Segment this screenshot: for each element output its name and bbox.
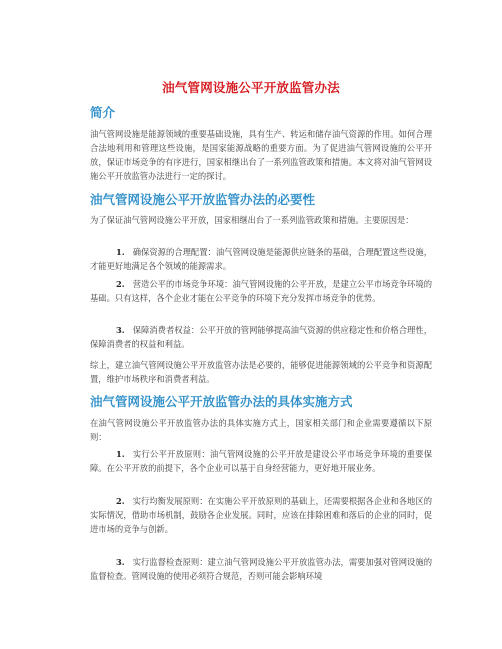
list-item-number: 1. bbox=[116, 449, 125, 459]
list-item-text: 实行公平开放原则：油气管网设施的公平开放是建设公平市场竞争环境的重要保障。在公平开放的前提下，各个企业可以基于自身经营能力，更好地开展业务。 bbox=[90, 449, 432, 473]
implementation-list-item bbox=[90, 447, 432, 475]
list-item-text: 营造公平的市场竞争环境：油气管网设施的公平开放，是建立公平市场竞争环境的基础。只有这样，各个企业才能在公平竞争的环境下充分发挥市场竞争的优势。 bbox=[90, 279, 432, 303]
necessity-list-item bbox=[90, 323, 432, 351]
intro-paragraph: 油气管网设施是能源领域的重要基础设施，具有生产、转运和储存油气资源的作用。如何合理合法地利用和管理这些设施，是国家能源战略的重要方面。为了促进油气管网设施的公平开放，保证市场竞争的有序进行，国家相继出台了一系列监管政策和措施。本文将对油气管网设施公平开放监管办法进行一定的探讨。 bbox=[90, 129, 432, 181]
list-item-number: 1. bbox=[116, 247, 125, 257]
necessity-conclusion-paragraph: 综上，建立油气管网设施公平开放监管办法是必要的，能够促进能源领域的公平竞争和资源配置，维护市场秩序和消费者利益。 bbox=[90, 360, 432, 384]
section-heading-intro: 简介 bbox=[90, 105, 116, 120]
implementation-intro-paragraph: 在油气管网设施公平开放监管办法的具体实施方式上，国家相关部门和企业需要遵循以下原则： bbox=[90, 418, 432, 442]
implementation-list-item bbox=[90, 555, 432, 583]
necessity-list-item bbox=[90, 245, 432, 273]
document-title: 油气管网设施公平开放监管办法 bbox=[162, 80, 340, 95]
list-item-number: 2. bbox=[116, 496, 125, 506]
list-item-number: 3. bbox=[116, 325, 125, 335]
list-item-number: 2. bbox=[116, 279, 125, 289]
necessity-intro-paragraph: 为了保证油气管网设施公平开放，国家相继出台了一系列监管政策和措施。主要原因是： bbox=[90, 215, 414, 225]
necessity-list-item bbox=[90, 277, 432, 305]
implementation-list-item bbox=[90, 494, 432, 536]
list-item-text: 实行监督检查原则：建立油气管网设施公平开放监管办法，需要加强对管网设施的监督检查。管网设施的使用必须符合规范，否则可能会影响环境 bbox=[90, 557, 432, 581]
section-heading-necessity: 油气管网设施公平开放监管办法的必要性 bbox=[90, 192, 316, 207]
section-heading-implementation: 油气管网设施公平开放监管办法的具体实施方式 bbox=[90, 394, 353, 409]
list-item-number: 3. bbox=[116, 557, 125, 567]
list-item-text: 保障消费者权益：公平开放的管网能够提高油气资源的供应稳定性和价格合理性，保障消费者的权益和利益。 bbox=[90, 325, 432, 349]
list-item-text: 实行均衡发展原则：在实施公平开放原则的基础上，还需要根据各企业和各地区的实际情况，借助市场机制，鼓励各企业发展。同时，应该在排除困难和落后的企业的同时，促进市场的竞争与创新。 bbox=[90, 496, 432, 534]
list-item-text: 确保资源的合理配置：油气管网设施是能源供应链条的基础，合理配置这些设施，才能更好地满足各个领域的能源需求。 bbox=[90, 247, 432, 271]
